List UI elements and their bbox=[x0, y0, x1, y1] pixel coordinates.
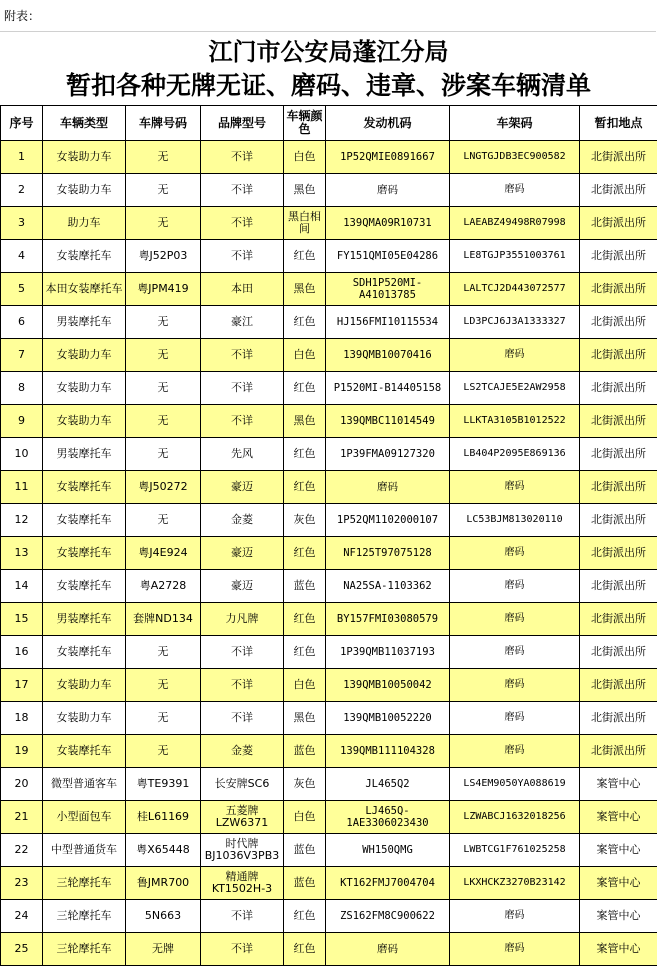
cell-index: 1 bbox=[1, 141, 43, 174]
cell-plate-number: 桂L61169 bbox=[126, 801, 201, 834]
cell-engine-number: 磨码 bbox=[326, 174, 450, 207]
cell-brand-model: 五菱牌LZW6371 bbox=[201, 801, 284, 834]
cell-brand-model: 不详 bbox=[201, 339, 284, 372]
cell-impound-location: 北街派出所 bbox=[580, 504, 657, 537]
cell-brand-model: 不详 bbox=[201, 174, 284, 207]
cell-index: 17 bbox=[1, 669, 43, 702]
cell-vehicle-type: 男装摩托车 bbox=[43, 438, 126, 471]
table-row bbox=[1, 174, 657, 207]
cell-vehicle-color: 红色 bbox=[284, 471, 326, 504]
cell-impound-location: 北街派出所 bbox=[580, 537, 657, 570]
cell-vehicle-type: 女装摩托车 bbox=[43, 504, 126, 537]
cell-index: 16 bbox=[1, 636, 43, 669]
cell-vehicle-type: 男装摩托车 bbox=[43, 306, 126, 339]
cell-frame-number: 磨码 bbox=[450, 339, 580, 372]
cell-plate-number: 无 bbox=[126, 207, 201, 240]
cell-index: 22 bbox=[1, 834, 43, 867]
cell-engine-number: 139QMB10050042 bbox=[326, 669, 450, 702]
cell-impound-location: 北街派出所 bbox=[580, 603, 657, 636]
cell-vehicle-type: 女装助力车 bbox=[43, 174, 126, 207]
cell-index: 11 bbox=[1, 471, 43, 504]
cell-vehicle-color: 灰色 bbox=[284, 768, 326, 801]
cell-brand-model: 先风 bbox=[201, 438, 284, 471]
table-row bbox=[1, 471, 657, 504]
cell-plate-number: 无 bbox=[126, 174, 201, 207]
cell-impound-location: 案管中心 bbox=[580, 801, 657, 834]
cell-brand-model: 不详 bbox=[201, 636, 284, 669]
header-cell-plate-number: 车牌号码 bbox=[126, 106, 201, 141]
cell-vehicle-type: 微型普通客车 bbox=[43, 768, 126, 801]
cell-frame-number: LB404P2095E869136 bbox=[450, 438, 580, 471]
cell-vehicle-type: 三轮摩托车 bbox=[43, 900, 126, 933]
cell-vehicle-type: 中型普通货车 bbox=[43, 834, 126, 867]
cell-engine-number: 磨码 bbox=[326, 471, 450, 504]
cell-impound-location: 北街派出所 bbox=[580, 438, 657, 471]
cell-vehicle-color: 红色 bbox=[284, 372, 326, 405]
cell-vehicle-color: 白色 bbox=[284, 669, 326, 702]
cell-engine-number: BY157FMI03080579 bbox=[326, 603, 450, 636]
vehicle-table bbox=[0, 105, 657, 966]
header-cell-impound-location: 暂扣地点 bbox=[580, 106, 657, 141]
cell-impound-location: 北街派出所 bbox=[580, 174, 657, 207]
cell-vehicle-color: 黑色 bbox=[284, 702, 326, 735]
cell-engine-number: ZS162FM8C900622 bbox=[326, 900, 450, 933]
table-row bbox=[1, 207, 657, 240]
cell-index: 24 bbox=[1, 900, 43, 933]
cell-brand-model: 时代牌BJ1036V3PB3 bbox=[201, 834, 284, 867]
cell-plate-number: 无 bbox=[126, 636, 201, 669]
cell-frame-number: LD3PCJ6J3A1333327 bbox=[450, 306, 580, 339]
table-row bbox=[1, 273, 657, 306]
cell-brand-model: 豪江 bbox=[201, 306, 284, 339]
table-row bbox=[1, 834, 657, 867]
cell-engine-number: 1P39FMA09127320 bbox=[326, 438, 450, 471]
cell-brand-model: 金菱 bbox=[201, 735, 284, 768]
cell-plate-number: 无 bbox=[126, 306, 201, 339]
cell-plate-number: 鲁JMR700 bbox=[126, 867, 201, 900]
cell-plate-number: 无牌 bbox=[126, 933, 201, 966]
table-row bbox=[1, 636, 657, 669]
cell-plate-number: 无 bbox=[126, 141, 201, 174]
cell-brand-model: 豪迈 bbox=[201, 537, 284, 570]
cell-frame-number: LC53BJM813020110 bbox=[450, 504, 580, 537]
cell-engine-number: JL465Q2 bbox=[326, 768, 450, 801]
cell-vehicle-type: 女装摩托车 bbox=[43, 570, 126, 603]
cell-brand-model: 不详 bbox=[201, 207, 284, 240]
table-row bbox=[1, 702, 657, 735]
cell-vehicle-type: 女装助力车 bbox=[43, 702, 126, 735]
cell-vehicle-color: 红色 bbox=[284, 603, 326, 636]
cell-plate-number: 粤X65448 bbox=[126, 834, 201, 867]
cell-vehicle-type: 三轮摩托车 bbox=[43, 933, 126, 966]
cell-index: 21 bbox=[1, 801, 43, 834]
cell-engine-number: 139QMBC11014549 bbox=[326, 405, 450, 438]
cell-engine-number: 139QMA09R10731 bbox=[326, 207, 450, 240]
cell-index: 3 bbox=[1, 207, 43, 240]
cell-brand-model: 力凡牌 bbox=[201, 603, 284, 636]
cell-impound-location: 案管中心 bbox=[580, 867, 657, 900]
cell-impound-location: 北街派出所 bbox=[580, 570, 657, 603]
cell-vehicle-color: 红色 bbox=[284, 438, 326, 471]
cell-index: 8 bbox=[1, 372, 43, 405]
cell-vehicle-color: 黑色 bbox=[284, 174, 326, 207]
cell-impound-location: 北街派出所 bbox=[580, 636, 657, 669]
cell-index: 7 bbox=[1, 339, 43, 372]
cell-engine-number: LJ465Q-1AE3306023430 bbox=[326, 801, 450, 834]
header-cell-index: 序号 bbox=[1, 106, 43, 141]
cell-plate-number: 粤A2728 bbox=[126, 570, 201, 603]
cell-plate-number: 无 bbox=[126, 438, 201, 471]
cell-vehicle-type: 女装摩托车 bbox=[43, 636, 126, 669]
cell-plate-number: 粤JPM419 bbox=[126, 273, 201, 306]
cell-brand-model: 精通牌KT1502H-3 bbox=[201, 867, 284, 900]
cell-engine-number: 1P39QMB11037193 bbox=[326, 636, 450, 669]
cell-index: 23 bbox=[1, 867, 43, 900]
cell-index: 9 bbox=[1, 405, 43, 438]
cell-plate-number: 粤TE9391 bbox=[126, 768, 201, 801]
cell-brand-model: 不详 bbox=[201, 372, 284, 405]
cell-frame-number: LNGTGJDB3EC900582 bbox=[450, 141, 580, 174]
table-row bbox=[1, 504, 657, 537]
cell-plate-number: 无 bbox=[126, 669, 201, 702]
cell-frame-number: LS4EM9050YA088619 bbox=[450, 768, 580, 801]
cell-plate-number: 无 bbox=[126, 702, 201, 735]
cell-impound-location: 北街派出所 bbox=[580, 669, 657, 702]
cell-frame-number: 磨码 bbox=[450, 735, 580, 768]
title-line-1: 江门市公安局蓬江分局 bbox=[0, 35, 657, 69]
cell-frame-number: 磨码 bbox=[450, 570, 580, 603]
cell-vehicle-type: 男装摩托车 bbox=[43, 603, 126, 636]
cell-index: 14 bbox=[1, 570, 43, 603]
table-row bbox=[1, 339, 657, 372]
cell-plate-number: 无 bbox=[126, 339, 201, 372]
cell-frame-number: LE8TGJP3551003761 bbox=[450, 240, 580, 273]
cell-engine-number: 1P52QMIE0891667 bbox=[326, 141, 450, 174]
header-cell-engine-number: 发动机码 bbox=[326, 106, 450, 141]
cell-frame-number: 磨码 bbox=[450, 471, 580, 504]
cell-index: 13 bbox=[1, 537, 43, 570]
cell-brand-model: 不详 bbox=[201, 702, 284, 735]
table-row bbox=[1, 372, 657, 405]
table-row bbox=[1, 768, 657, 801]
cell-engine-number: 1P52QM1102000107 bbox=[326, 504, 450, 537]
cell-frame-number: LALTCJ2D443072577 bbox=[450, 273, 580, 306]
cell-impound-location: 案管中心 bbox=[580, 768, 657, 801]
cell-vehicle-color: 红色 bbox=[284, 900, 326, 933]
cell-frame-number: 磨码 bbox=[450, 933, 580, 966]
cell-vehicle-color: 蓝色 bbox=[284, 867, 326, 900]
cell-engine-number: 139QMB111104328 bbox=[326, 735, 450, 768]
cell-frame-number: 磨码 bbox=[450, 900, 580, 933]
cell-vehicle-type: 三轮摩托车 bbox=[43, 867, 126, 900]
cell-impound-location: 北街派出所 bbox=[580, 240, 657, 273]
table-row bbox=[1, 867, 657, 900]
header-cell-frame-number: 车架码 bbox=[450, 106, 580, 141]
cell-engine-number: 139QMB10052220 bbox=[326, 702, 450, 735]
cell-frame-number: 磨码 bbox=[450, 174, 580, 207]
cell-brand-model: 不详 bbox=[201, 141, 284, 174]
cell-frame-number: LS2TCAJE5E2AW2958 bbox=[450, 372, 580, 405]
cell-vehicle-type: 女装助力车 bbox=[43, 141, 126, 174]
cell-engine-number: WH150QMG bbox=[326, 834, 450, 867]
cell-impound-location: 北街派出所 bbox=[580, 306, 657, 339]
cell-frame-number: 磨码 bbox=[450, 603, 580, 636]
cell-vehicle-color: 白色 bbox=[284, 801, 326, 834]
cell-vehicle-type: 小型面包车 bbox=[43, 801, 126, 834]
cell-engine-number: NF125T97075128 bbox=[326, 537, 450, 570]
cell-impound-location: 北街派出所 bbox=[580, 273, 657, 306]
cell-impound-location: 北街派出所 bbox=[580, 702, 657, 735]
cell-impound-location: 北街派出所 bbox=[580, 372, 657, 405]
cell-brand-model: 不详 bbox=[201, 900, 284, 933]
cell-brand-model: 金菱 bbox=[201, 504, 284, 537]
cell-frame-number: LLKTA3105B1012522 bbox=[450, 405, 580, 438]
table-body bbox=[1, 141, 657, 966]
cell-frame-number: LKXHCKZ3270B23142 bbox=[450, 867, 580, 900]
cell-vehicle-color: 黑色 bbox=[284, 273, 326, 306]
cell-vehicle-type: 女装摩托车 bbox=[43, 735, 126, 768]
cell-plate-number: 5N663 bbox=[126, 900, 201, 933]
cell-impound-location: 北街派出所 bbox=[580, 339, 657, 372]
cell-vehicle-color: 黑白相间 bbox=[284, 207, 326, 240]
cell-frame-number: LAEABZ49498R07998 bbox=[450, 207, 580, 240]
table-row bbox=[1, 735, 657, 768]
cell-brand-model: 豪迈 bbox=[201, 570, 284, 603]
cell-plate-number: 粤J4E924 bbox=[126, 537, 201, 570]
cell-plate-number: 无 bbox=[126, 735, 201, 768]
table-row bbox=[1, 240, 657, 273]
cell-vehicle-color: 红色 bbox=[284, 240, 326, 273]
cell-index: 10 bbox=[1, 438, 43, 471]
cell-brand-model: 不详 bbox=[201, 669, 284, 702]
cell-brand-model: 本田 bbox=[201, 273, 284, 306]
cell-frame-number: 磨码 bbox=[450, 636, 580, 669]
cell-vehicle-color: 红色 bbox=[284, 933, 326, 966]
cell-index: 4 bbox=[1, 240, 43, 273]
table-row bbox=[1, 570, 657, 603]
cell-vehicle-color: 红色 bbox=[284, 636, 326, 669]
table-row bbox=[1, 801, 657, 834]
cell-vehicle-color: 白色 bbox=[284, 339, 326, 372]
cell-index: 6 bbox=[1, 306, 43, 339]
cell-impound-location: 北街派出所 bbox=[580, 405, 657, 438]
cell-vehicle-color: 白色 bbox=[284, 141, 326, 174]
table-row bbox=[1, 933, 657, 966]
cell-vehicle-color: 蓝色 bbox=[284, 834, 326, 867]
cell-vehicle-color: 蓝色 bbox=[284, 570, 326, 603]
table-row bbox=[1, 405, 657, 438]
document-title bbox=[0, 32, 657, 105]
cell-plate-number: 套牌ND134 bbox=[126, 603, 201, 636]
cell-engine-number: SDH1P520MI-A41013785 bbox=[326, 273, 450, 306]
table-row bbox=[1, 900, 657, 933]
cell-brand-model: 豪迈 bbox=[201, 471, 284, 504]
cell-vehicle-type: 女装摩托车 bbox=[43, 240, 126, 273]
cell-vehicle-color: 蓝色 bbox=[284, 735, 326, 768]
cell-index: 19 bbox=[1, 735, 43, 768]
header-cell-vehicle-color: 车辆颜色 bbox=[284, 106, 326, 141]
cell-frame-number: 磨码 bbox=[450, 537, 580, 570]
table-row bbox=[1, 603, 657, 636]
cell-plate-number: 粤J50272 bbox=[126, 471, 201, 504]
cell-index: 18 bbox=[1, 702, 43, 735]
cell-vehicle-color: 灰色 bbox=[284, 504, 326, 537]
cell-plate-number: 无 bbox=[126, 405, 201, 438]
cell-engine-number: 磨码 bbox=[326, 933, 450, 966]
cell-index: 2 bbox=[1, 174, 43, 207]
cell-brand-model: 不详 bbox=[201, 240, 284, 273]
cell-plate-number: 无 bbox=[126, 372, 201, 405]
cell-engine-number: FY151QMI05E04286 bbox=[326, 240, 450, 273]
cell-vehicle-type: 本田女装摩托车 bbox=[43, 273, 126, 306]
cell-brand-model: 长安牌SC6 bbox=[201, 768, 284, 801]
cell-vehicle-type: 助力车 bbox=[43, 207, 126, 240]
table-row bbox=[1, 306, 657, 339]
table-row bbox=[1, 537, 657, 570]
cell-plate-number: 无 bbox=[126, 504, 201, 537]
cell-frame-number: 磨码 bbox=[450, 669, 580, 702]
cell-index: 12 bbox=[1, 504, 43, 537]
cell-index: 5 bbox=[1, 273, 43, 306]
header-cell-brand-model: 品牌型号 bbox=[201, 106, 284, 141]
title-line-2: 暂扣各种无牌无证、磨码、违章、涉案车辆清单 bbox=[0, 69, 657, 103]
cell-vehicle-type: 女装摩托车 bbox=[43, 537, 126, 570]
cell-index: 15 bbox=[1, 603, 43, 636]
cell-brand-model: 不详 bbox=[201, 933, 284, 966]
cell-impound-location: 北街派出所 bbox=[580, 207, 657, 240]
cell-engine-number: NA25SA-1103362 bbox=[326, 570, 450, 603]
cell-vehicle-type: 女装助力车 bbox=[43, 339, 126, 372]
cell-index: 25 bbox=[1, 933, 43, 966]
cell-engine-number: P1520MI-B14405158 bbox=[326, 372, 450, 405]
cell-frame-number: LWBTCG1F761025258 bbox=[450, 834, 580, 867]
cell-frame-number: LZWABCJ1632018256 bbox=[450, 801, 580, 834]
cell-impound-location: 北街派出所 bbox=[580, 141, 657, 174]
cell-impound-location: 北街派出所 bbox=[580, 471, 657, 504]
cell-brand-model: 不详 bbox=[201, 405, 284, 438]
cell-plate-number: 粤J52P03 bbox=[126, 240, 201, 273]
table-row bbox=[1, 669, 657, 702]
cell-index: 20 bbox=[1, 768, 43, 801]
cell-vehicle-color: 红色 bbox=[284, 306, 326, 339]
cell-vehicle-type: 女装摩托车 bbox=[43, 471, 126, 504]
cell-vehicle-type: 女装助力车 bbox=[43, 405, 126, 438]
cell-impound-location: 案管中心 bbox=[580, 900, 657, 933]
header-row bbox=[1, 106, 657, 141]
cell-engine-number: HJ156FMI10115534 bbox=[326, 306, 450, 339]
cell-engine-number: KT162FMJ7004704 bbox=[326, 867, 450, 900]
cell-vehicle-color: 红色 bbox=[284, 537, 326, 570]
cell-engine-number: 139QMB10070416 bbox=[326, 339, 450, 372]
cell-frame-number: 磨码 bbox=[450, 702, 580, 735]
cell-impound-location: 北街派出所 bbox=[580, 735, 657, 768]
cell-vehicle-color: 黑色 bbox=[284, 405, 326, 438]
appendix-label: 附表： bbox=[0, 0, 656, 32]
table-row bbox=[1, 141, 657, 174]
cell-impound-location: 案管中心 bbox=[580, 933, 657, 966]
cell-vehicle-type: 女装助力车 bbox=[43, 372, 126, 405]
cell-impound-location: 案管中心 bbox=[580, 834, 657, 867]
header-cell-vehicle-type: 车辆类型 bbox=[43, 106, 126, 141]
cell-vehicle-type: 女装助力车 bbox=[43, 669, 126, 702]
table-row bbox=[1, 438, 657, 471]
